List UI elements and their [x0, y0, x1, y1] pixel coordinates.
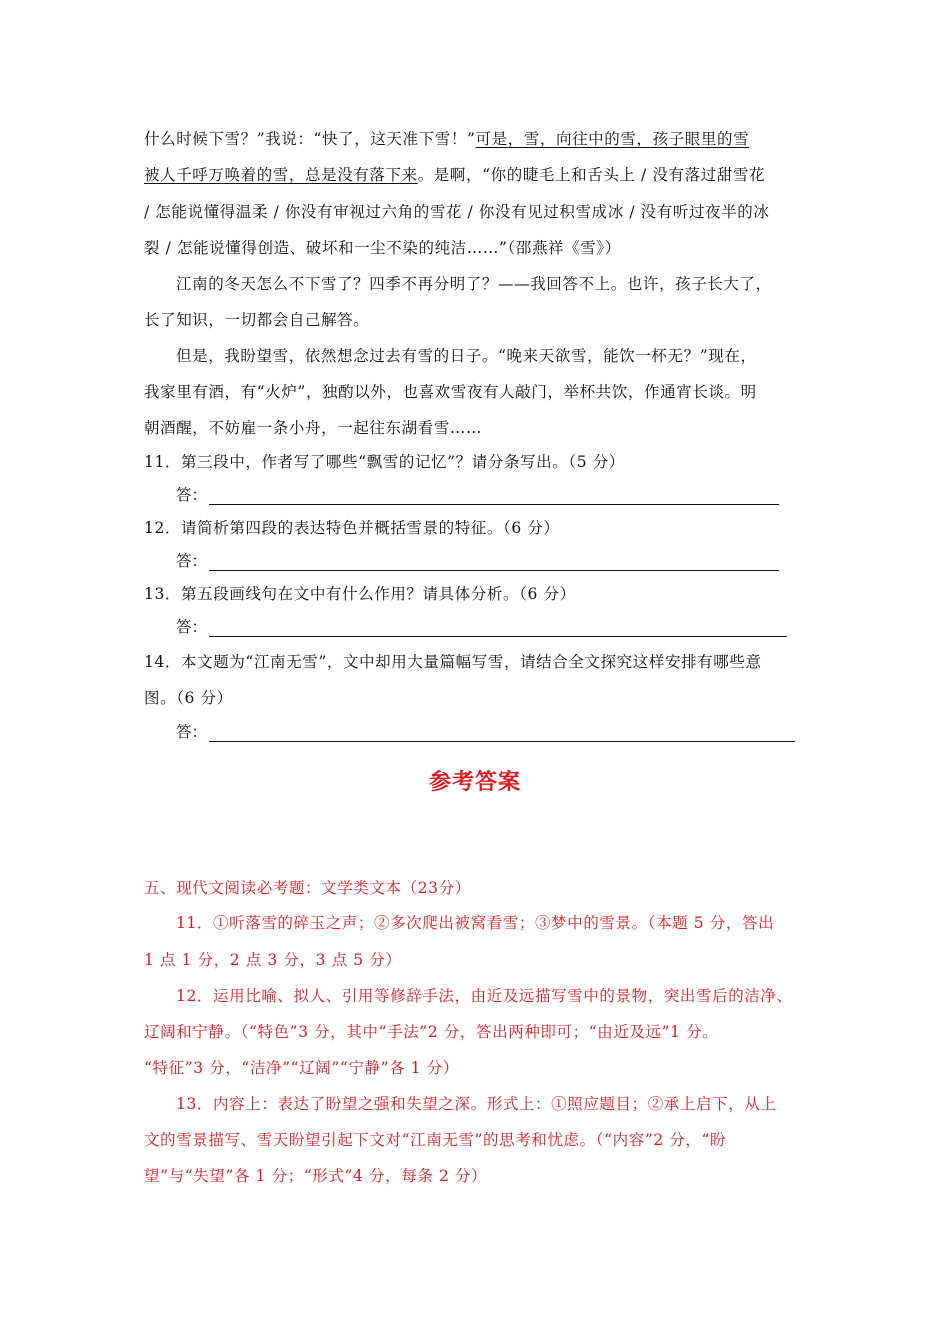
question-14-cont: 图。（6 分） [144, 689, 233, 707]
answer-field-12[interactable]: 答： [176, 551, 779, 571]
question-13: 13．第五段画线句在文中有什么作用？请具体分析。（6 分） [144, 585, 576, 603]
passage-line: 江南的冬天怎么不下雪了？四季不再分明了？——我回答不上。也许，孩子长大了， [176, 275, 772, 293]
passage-line: 裂 / 怎能说懂得创造、破坏和一尘不染的纯洁……”（邵燕祥《雪》） [144, 239, 621, 257]
passage-line: 我家里有酒，有“火炉”，独酌以外，也喜欢雪夜有人敲门，举杯共饮，作通宵长谈。明 [144, 383, 757, 401]
question-12: 12．请简析第四段的表达特色并概括雪景的特征。（6 分） [144, 519, 560, 537]
passage-line: / 怎能说懂得温柔 / 你没有审视过六角的雪花 / 你没有见过积雪成冰 / 没有听过夜半的冰 [144, 203, 770, 221]
passage-line: 朝酒醒，不妨雇一条小舟，一起往东湖看雪…… [144, 419, 483, 437]
answer-field-11[interactable]: 答： [176, 485, 779, 505]
answer-11-cont: 1 点 1 分，2 点 3 分，3 点 5 分） [144, 951, 402, 969]
underlined-sentence: 可是，雪，向往中的雪，孩子眼里的雪 [475, 130, 750, 148]
answer-field-13[interactable]: 答： [176, 617, 787, 637]
answer-12-cont: 辽阔和宁静。（“特色”3 分，其中“手法”2 分，答出两种即可；“由近及远”1 分。 [144, 1023, 719, 1041]
question-11: 11．第三段中，作者写了哪些“飘雪的记忆”？请分条写出。（5 分） [144, 453, 625, 471]
answer-13-cont: 望”与“失望”各 1 分；“形式”4 分，每条 2 分） [144, 1167, 488, 1185]
underlined-sentence: 被人千呼万唤着的雪，总是没有落下来 [144, 166, 418, 184]
answer-field-14[interactable]: 答： [176, 722, 795, 742]
answers-section-title: 五、现代文阅读必考题：文学类文本（23分） [144, 879, 471, 897]
answer-11: 11．①听落雪的碎玉之声；②多次爬出被窝看雪；③梦中的雪景。（本题 5 分，答出 [176, 914, 775, 932]
passage-line: 被人千呼万唤着的雪，总是没有落下来。是啊，“你的睫毛上和舌头上 / 没有落过甜雪花 [144, 166, 766, 184]
answer-12: 12．运用比喻、拟人、引用等修辞手法，由近及远描写雪中的景物，突出雪后的洁净、 [176, 987, 793, 1005]
passage-line: 长了知识，一切都会自己解答。 [144, 311, 370, 329]
answer-13: 13．内容上：表达了盼望之强和失望之深。形式上：①照应题目；②承上启下，从上 [176, 1095, 777, 1113]
passage-line: 但是，我盼望雪，依然想念过去有雪的日子。“晚来天欲雪，能饮一杯无？”现在， [176, 347, 757, 365]
answers-heading: 参考答案 [428, 770, 521, 795]
question-14: 14．本文题为“江南无雪”，文中却用大量篇幅写雪，请结合全文探究这样安排有哪些意 [144, 653, 762, 671]
answer-12-cont: “特征”3 分，“洁净”“辽阔”“宁静”各 1 分） [144, 1059, 459, 1077]
answer-13-cont: 文的雪景描写、雪天盼望引起下文对“江南无雪”的思考和忧虑。（“内容”2 分，“盼 [144, 1131, 727, 1149]
passage-line: 什么时候下雪？”我说：“快了，这天准下雪！”可是，雪，向往中的雪，孩子眼里的雪 [144, 130, 750, 148]
